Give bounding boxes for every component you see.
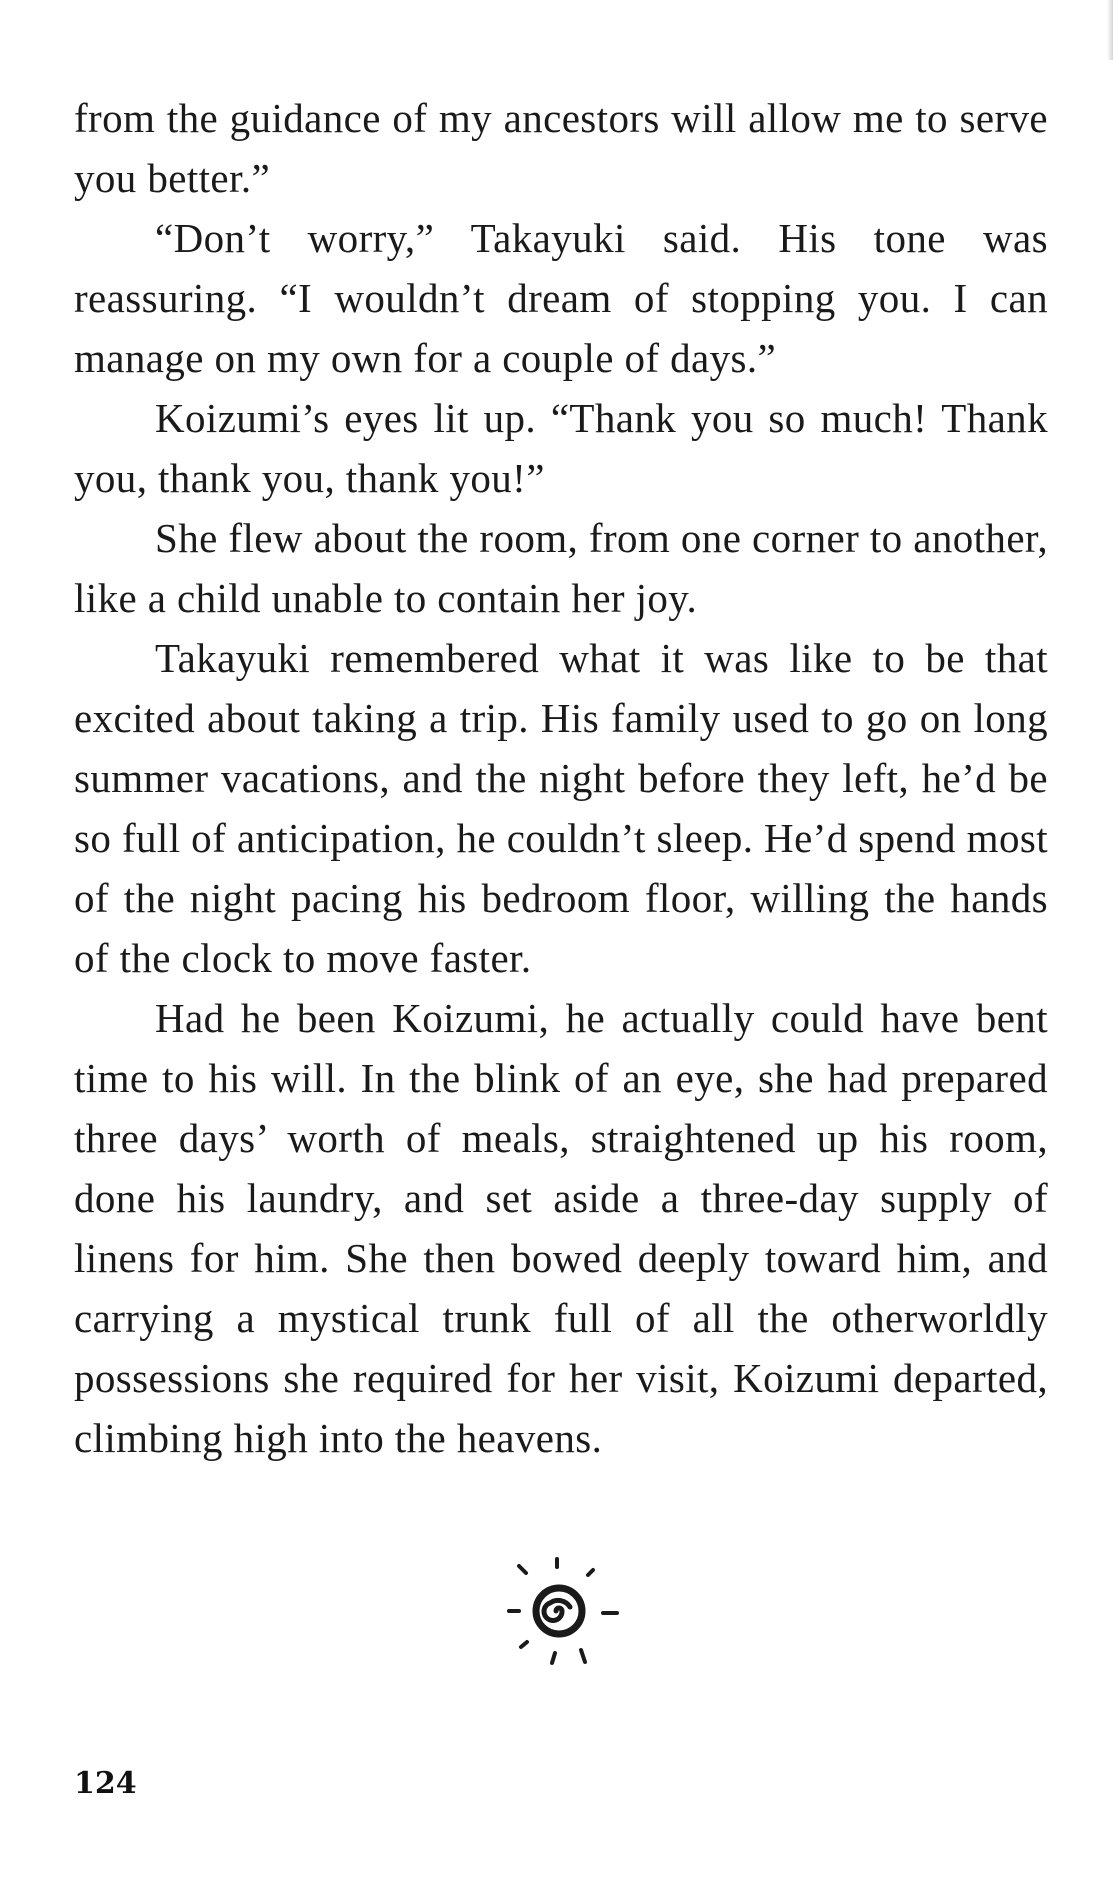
paragraph: Takayuki remembered what it was like to be that excited about taking a trip. His family used to go on long summer vacations, and the night before they left, he’d be so full of anticipation, he couldn’t sleep. He’d spend most of the night pacing his bedroom floor, willing the hands of the clock to move faster. — [74, 635, 1048, 981]
paragraph: Koizumi’s eyes lit up. “Thank you so much! Thank you, thank you, thank you!” — [74, 395, 1048, 501]
paragraph: “Don’t worry,” Takayuki said. His tone was reassuring. “I wouldn’t dream of stopping you. I can manage on my own for a couple of days.” — [74, 215, 1048, 381]
paragraph: Had he been Koizumi, he actually could have bent time to his will. In the blink of an eye, she had prepared three days’ worth of meals, straightened up his room, done his laundry, and set aside a three-day supply of linens for him. She then bowed deeply toward him, and carrying a mystical trunk full of all the otherworldly possessions she required for her visit, Koizumi departed, climbing high into the heavens. — [74, 995, 1048, 1461]
page-number: 124 — [74, 1766, 137, 1801]
paragraph: She flew about the room, from one corner to another, like a child unable to contain her joy. — [74, 515, 1048, 621]
body-text — [74, 88, 1048, 1468]
paragraph: from the guidance of my ancestors will allow me to serve you better.” — [74, 95, 1048, 201]
spiral-sun-icon — [505, 1553, 631, 1679]
page-edge-shadow — [1107, 0, 1113, 60]
